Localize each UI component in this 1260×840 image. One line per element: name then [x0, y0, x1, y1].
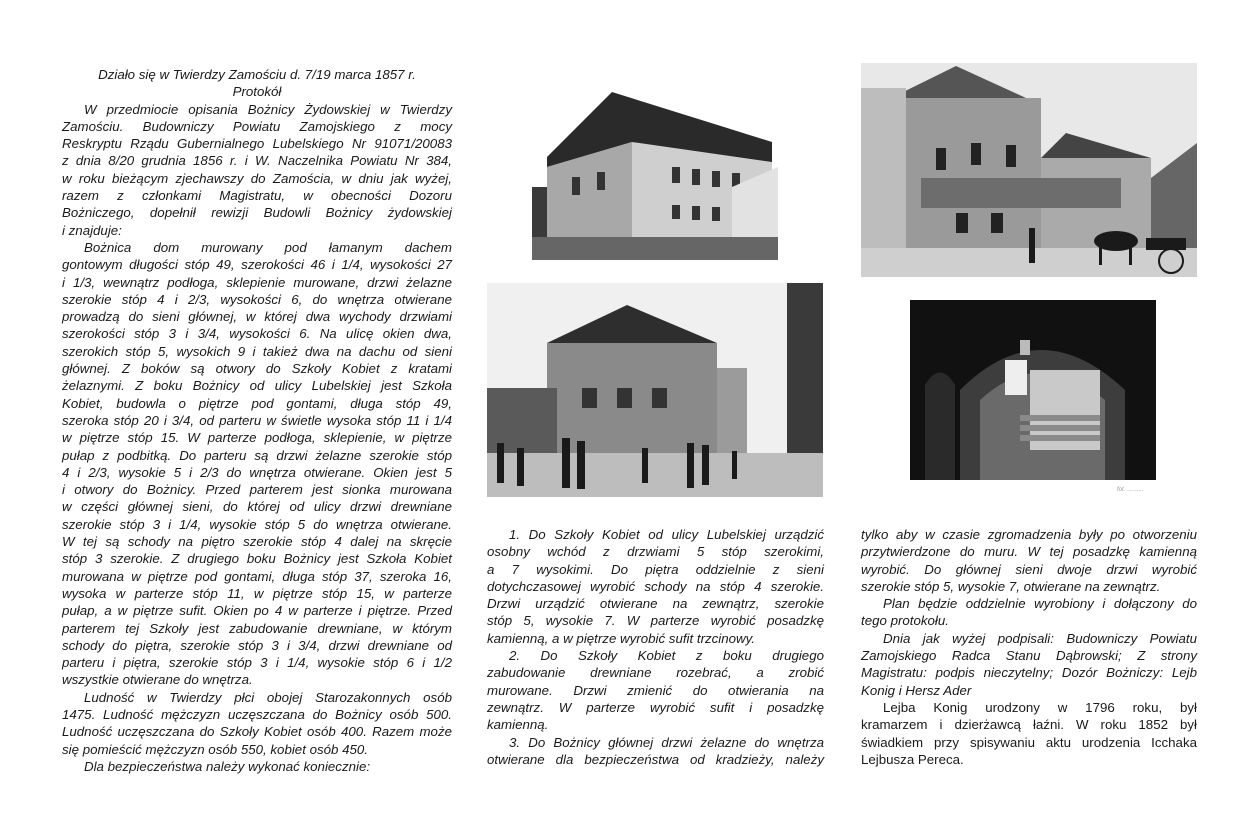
text-line: Plan będzie oddzielnie wyrobiony i dołączony do: [883, 596, 1197, 612]
paragraph: [62, 66, 452, 101]
text-line: z dnia 8/20 grudnia 1856 r. i W. Naczelnika Powiatu Nr 384,: [62, 153, 452, 169]
text-line: i 1/3, wewnątrz podłoga, sklepienie murowane, drzwi żelazne: [62, 274, 452, 290]
text-line: W tej są schody na piętro szerokie stóp 4 dalej na skręcie: [62, 534, 452, 550]
text-line: przytwierdzone do muru. W tej posadzkę kamienną: [861, 544, 1197, 560]
text-line: dotychczasowej wyrobić schody na stóp 4 szerokie.: [487, 578, 824, 594]
text-line: osobny wchód z drzwiami 5 stóp szerokimi,: [487, 544, 824, 560]
text-line: szerokie stóp 3 i 1/4, wysokie stóp 5 do wnętrza otwierane.: [62, 516, 452, 532]
text-line: Bożnica dom murowany pod łamanym dachem: [84, 239, 452, 255]
text-line: 3. Do Bożnicy głównej drzwi żelazne do wnętrza: [509, 734, 824, 750]
synagogue-photo-side-view: [532, 87, 778, 260]
text-line: razem z członkami Magistratu, w obecności Dozoru: [62, 188, 452, 204]
photo-credit: fot. ..........: [1117, 487, 1144, 493]
text-line: parterem tej Szkoły jest zabudowanie drewniane, w którym: [62, 620, 452, 636]
text-line: Drzwi urządzić otwierane na zewnątrz, szerokie: [487, 596, 824, 612]
text-line: szerokości stóp 3 i 3/4, wysokości 6. Na ulicę okien dwa,: [62, 326, 452, 342]
text-line: Kobiet, budowla o piętrze pod gontami, długa stóp 49,: [62, 395, 452, 411]
text-line: wszystkie otwierane do wnętrza.: [62, 672, 253, 688]
text-line: wysoka w parterze stóp 11, w piętrze stóp 15, w parterze: [62, 585, 452, 601]
text-line: tylko aby w czasie zgromadzenia były po otworzeniu: [861, 527, 1197, 542]
text-line: Dla bezpieczeństwa należy wykonać koniecznie:: [84, 758, 371, 774]
text-column-middle: [487, 526, 824, 768]
text-line: murowana w piętrze pod gontami, długa stóp 37, szeroka 16,: [62, 568, 452, 584]
text-line: tego protokołu.: [861, 613, 949, 629]
text-line: stóp 3 szerokie. Z drugiego boku Bożnicy jest Szkoła Kobiet: [62, 551, 452, 567]
text-line: Lejbusza Pereca.: [861, 751, 964, 767]
text-line: Reskryptu Rządu Gubernialnego Lubelskiego Nr 91071/20083: [62, 136, 452, 152]
paragraph: [861, 526, 1197, 595]
text-line: kamienną, a w piętrze wyrobić sufit trzcinowy.: [487, 630, 756, 646]
synagogue-photo-street-with-people: [487, 283, 823, 497]
text-line: i otwory do Bożnicy. Przed parterem jest sionka murowana: [62, 482, 452, 498]
text-line: Ludność uczęszczana do Szkoły Kobiet osób 400. Razem może: [62, 724, 452, 740]
paragraph: [62, 689, 452, 758]
paragraph: [487, 734, 824, 769]
text-line: Zamościu. Budowniczy Powiatu Zamojskiego z mocy: [62, 118, 452, 134]
text-line: 1475. Ludność mężczyzn uczęszczana do Bożnicy osób 500.: [62, 706, 452, 722]
text-line: Protokół: [232, 84, 282, 100]
paragraph: [62, 239, 452, 689]
synagogue-photo-vaulted-interior: [910, 300, 1156, 480]
text-line: szerokie stóp 4 i 2/3, wysokości 6, do wnętrza otwierane: [62, 291, 452, 307]
text-line: prowadzą do sieni głównej, w której dwa wychody drzwiami: [62, 309, 452, 325]
text-line: się pomieścić mężczyzn osób 550, kobiet osób 450.: [62, 741, 368, 757]
text-line: zewnątrz. W parterze wyrobić sufit i posadzkę: [487, 699, 824, 715]
paragraph: [861, 630, 1197, 699]
synagogue-photo-street-with-horse-cart: [861, 63, 1197, 277]
text-line: Lejba Konig urodzony w 1796 roku, był: [883, 699, 1197, 715]
text-line: Magistratu: podpis nieczytelny; Dozór Bożniczy: Lejb: [861, 665, 1197, 681]
text-line: Bożniczego, dopełnił rewizji Budowli Bożnicy żydowskiej: [62, 205, 452, 221]
paragraph: [861, 699, 1197, 768]
text-line: Konig i Hersz Ader: [861, 682, 972, 698]
text-line: głównej. Z boków są otwory do Szkoły Kobiet z kratami: [62, 361, 452, 377]
text-line: i znajduje:: [62, 222, 122, 238]
text-line: szerokich stóp 5, wysokich 9 i takież dwa na dachu od sieni: [62, 343, 452, 359]
text-line: świadkiem przy spisywaniu aktu urodzenia Icchaka: [861, 734, 1197, 750]
text-line: w roku bieżącym zjechawszy do Zamościa, w dniu jak wyżej,: [62, 170, 452, 186]
text-line: Dnia jak wyżej podpisali: Budowniczy Powiatu: [883, 630, 1197, 646]
text-line: w części głównej sieni, do której od ulicy drzwi drewniane: [62, 499, 452, 515]
paragraph: [62, 758, 452, 775]
paragraph: [861, 595, 1197, 630]
text-column-left: [62, 66, 452, 775]
text-line: otwierane dla bezpieczeństwa od kradzieży, należy: [487, 751, 824, 767]
text-line: Ludność w Twierdzy płci obojej Starozakonnych osób: [84, 689, 452, 705]
text-line: kamienną.: [487, 717, 549, 733]
text-line: Działo się w Twierdzy Zamościu d. 7/19 marca 1857 r.: [98, 67, 416, 82]
text-line: pułap, a w piętrze sufit. Okien po 4 w parterze i piętrze. Przed: [62, 603, 452, 619]
paragraph: [487, 647, 824, 733]
paragraph: [487, 526, 824, 647]
text-line: pułap z podbitką. Do parteru są drzwi żelazne szerokie stóp: [62, 447, 452, 463]
text-line: W przedmiocie opisania Bożnicy Żydowskiej w Twierdzy: [84, 101, 452, 117]
text-line: parteru i piętra, szerokie stóp 3 i 1/4, wysokie stóp 6 i 1/2: [62, 655, 452, 671]
text-line: a 7 wysokimi. Do piętra oddzielnie z sieni: [487, 561, 824, 577]
text-line: w piętrze stóp 15. W parterze podłoga, sklepienie, w piętrze: [62, 430, 452, 446]
text-line: Zamojskiego Radca Stanu Dąbrowski; Z strony: [861, 648, 1197, 664]
text-line: 4 i 2/3, wysokie 5 i 2/3 do wnętrza otwierane. Okien jest 5: [62, 464, 452, 480]
text-line: gontowym długości stóp 49, szerokości 46 i 1/4, wysokości 27: [62, 257, 452, 273]
text-line: stóp 5, wysokie 7. W parterze wyrobić posadzkę: [487, 613, 824, 629]
text-line: schody do piętra, szerokie stóp 3 i 3/4, drzwi drewniane od: [62, 637, 452, 653]
text-line: murowane. Drzwi zmienić do otwierania na: [487, 682, 824, 698]
text-line: 1. Do Szkoły Kobiet od ulicy Lubelskiej urządzić: [509, 527, 824, 542]
text-line: wyrobić. Do głównej sieni dwoje drzwi wyrobić: [861, 561, 1197, 577]
text-line: kramarzem i dzierżawcą łaźni. W roku 1852 był: [861, 717, 1197, 733]
text-line: 2. Do Szkoły Kobiet z boku drugiego: [509, 648, 824, 664]
paragraph: [62, 101, 452, 239]
text-line: szeroka stóp 20 i 3/4, od parteru w świetle wysoka stóp 11 i 1/4: [62, 412, 452, 428]
text-column-right: [861, 526, 1197, 768]
text-line: żelaznymi. Z boku Bożnicy od ulicy Lubelskiej jest Szkoła: [62, 378, 452, 394]
text-line: szerokie stóp 5, wysokie 7, otwierane na zewnątrz.: [861, 578, 1161, 594]
text-line: zabudowanie drewniane rozebrać, a zrobić: [487, 665, 824, 681]
